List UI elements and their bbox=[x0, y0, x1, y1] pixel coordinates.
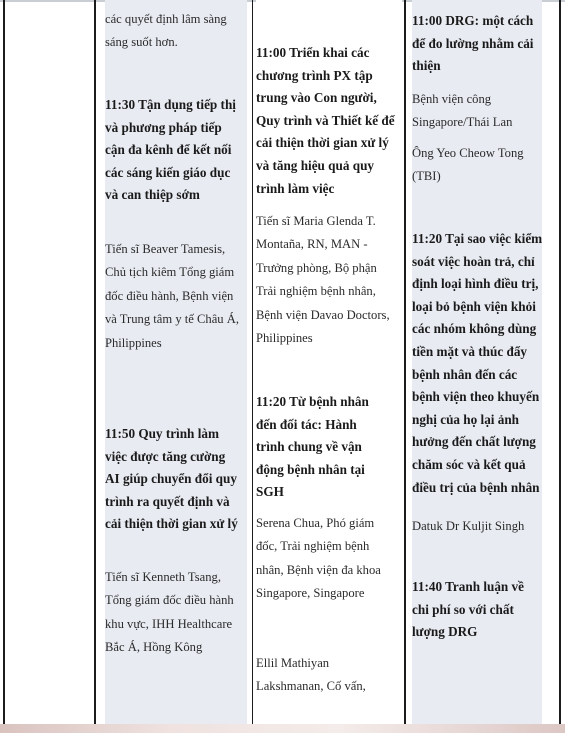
agenda-column-3 bbox=[412, 0, 542, 724]
session-speaker: Ông Yeo Cheow Tong (TBI) bbox=[412, 146, 524, 184]
session-speaker: Tiến sĩ Kenneth Tsang, Tổng giám đốc điều hành khu vực, IHH Healthcare Bắc Á, Hồng Kông bbox=[105, 570, 234, 655]
session-speaker: Tiến sĩ Maria Glenda T. Montaña, RN, MAN - Trưởng phòng, Bộ phận Trải nghiệm bệnh nhân, Bệnh viện Davao Doctors, Philippines bbox=[256, 214, 390, 346]
table-border-left bbox=[3, 0, 5, 733]
session-title: 11:40 Tranh luận về chi phí so với chất lượng DRG bbox=[412, 579, 524, 640]
session-speaker: Datuk Dr Kuljit Singh bbox=[412, 519, 525, 533]
session-organization: Bệnh viện công Singapore/Thái Lan bbox=[412, 92, 513, 130]
agenda-column-2 bbox=[256, 0, 402, 724]
session-continuation: các quyết định lâm sàng sáng suốt hơn. bbox=[105, 12, 227, 50]
session-title: 11:00 Triển khai các chương trình PX tập trung vào Con người, Quy trình và Thiết kế để cải thiện thời gian xử lý và tăng hiệu quả quy trình làm việc bbox=[256, 45, 395, 196]
session-speaker: Serena Chua, Phó giám đốc, Trải nghiệm bệnh nhân, Bệnh viện đa khoa Singapore, Singapore bbox=[256, 516, 381, 601]
table-border bbox=[404, 0, 406, 733]
table-border bbox=[94, 0, 96, 733]
session-title: 11:00 DRG: một cách để đo lường nhằm cải thiện bbox=[412, 13, 534, 74]
agenda-column-1 bbox=[105, 0, 247, 724]
session-speaker: Ellil Mathiyan Lakshmanan, Cố vấn, bbox=[256, 656, 366, 694]
session-title: 11:20 Từ bệnh nhân đến đối tác: Hành trình chung về vận động bệnh nhân tại SGH bbox=[256, 394, 369, 500]
session-title: 11:50 Quy trình làm việc được tăng cường AI giúp chuyển đổi quy trình ra quyết định và cải thiện thời gian xử lý bbox=[105, 426, 238, 532]
session-title: 11:30 Tận dụng tiếp thị và phương pháp tiếp cận đa kênh để kết nối các sáng kiến giáo dục và can thiệp sớm bbox=[105, 97, 236, 203]
bottom-edge-image-strip bbox=[0, 724, 565, 733]
session-title: 11:20 Tại sao việc kiểm soát việc hoàn trả, chỉ định loại hình điều trị, loại bỏ bệnh viện khỏi các nhóm không dùng tiền mặt và thúc đẩy bệnh nhân đến các bệnh viện theo khuyến nghị của họ lại ảnh hưởng đến chất lượng chăm sóc và kết quả điều trị của bệnh nhân bbox=[412, 231, 543, 495]
session-speaker: Tiến sĩ Beaver Tamesis, Chủ tịch kiêm Tổng giám đốc điều hành, Bệnh viện và Trung tâm y tế Châu Á, Philippines bbox=[105, 242, 239, 350]
table-border-right bbox=[559, 0, 561, 733]
table-border bbox=[252, 0, 253, 733]
